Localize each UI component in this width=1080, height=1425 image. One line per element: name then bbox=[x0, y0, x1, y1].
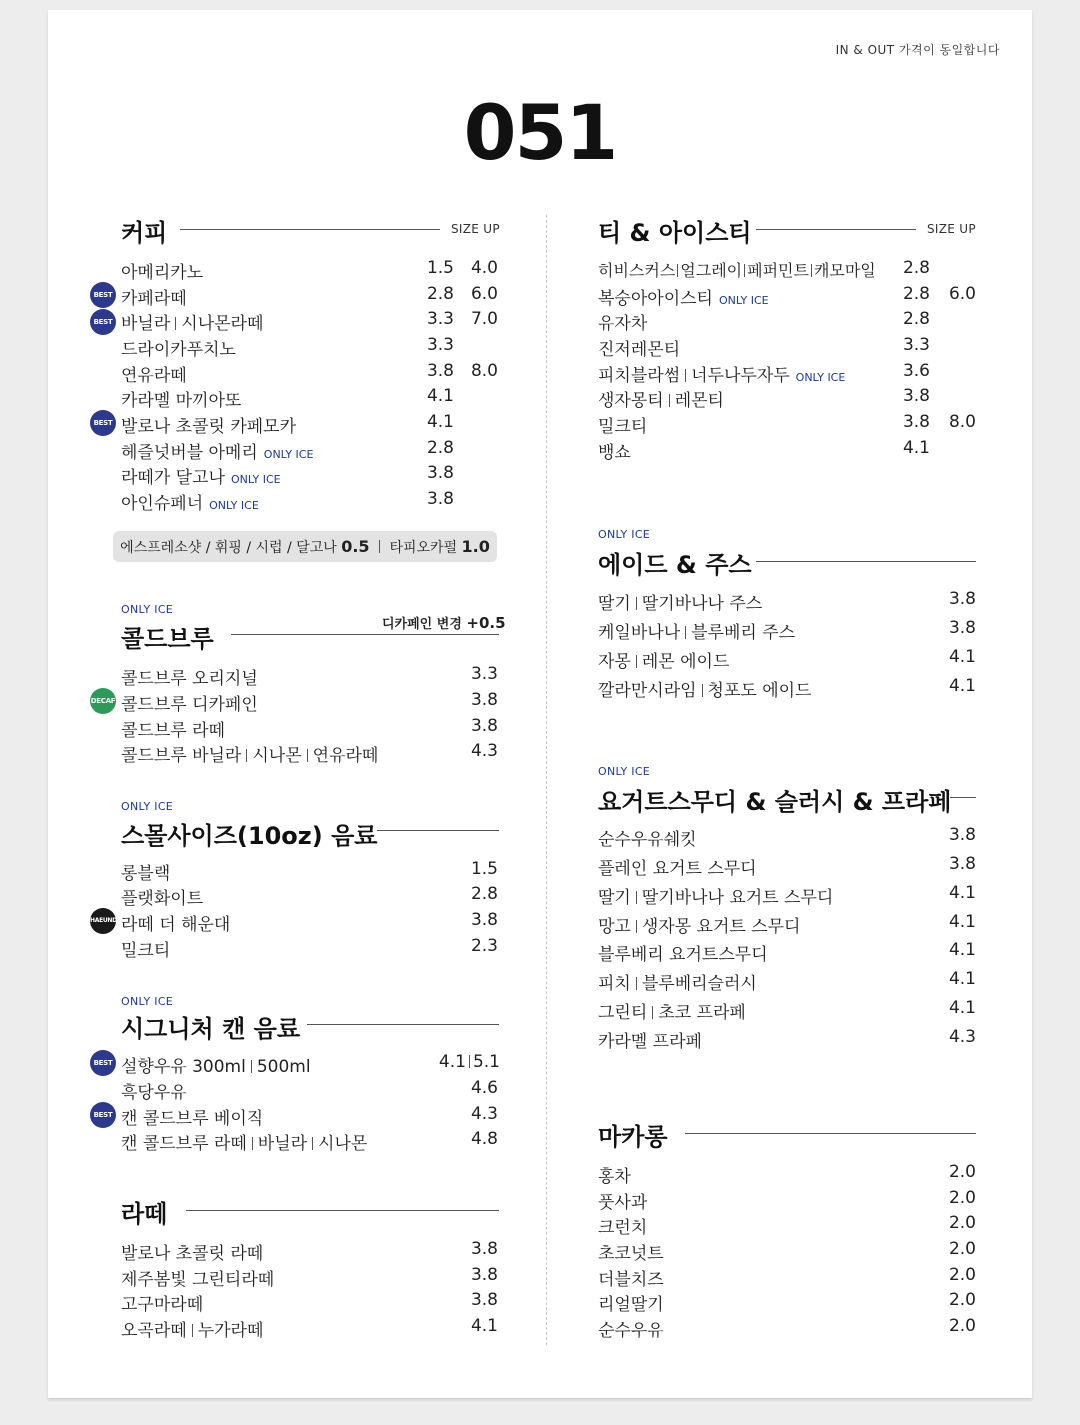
column-divider bbox=[546, 215, 547, 1345]
tea-rule bbox=[756, 229, 916, 230]
item-price: 2.8 bbox=[470, 884, 498, 904]
menu-item[interactable]: 유자차 bbox=[598, 314, 648, 334]
item-price: 2.8 bbox=[902, 284, 930, 304]
item-price: 4.3 bbox=[470, 1104, 498, 1124]
item-price: 2.3 bbox=[470, 936, 498, 956]
only-ice-label: ONLY ICE bbox=[121, 800, 174, 813]
menu-item[interactable]: 밀크티 bbox=[121, 941, 171, 961]
separator-bar bbox=[379, 540, 380, 553]
menu-item[interactable]: 순수우유 bbox=[598, 1321, 664, 1341]
item-price: 3.8 bbox=[948, 618, 976, 638]
item-price: 4.1 5.1 bbox=[438, 1052, 500, 1072]
item-size-up-price: 8.0 bbox=[470, 361, 498, 381]
menu-item[interactable]: 카페라떼 bbox=[121, 289, 187, 309]
coffee-title: 커피 bbox=[121, 219, 168, 247]
menu-item[interactable]: 히비스커스 얼그레이 페퍼민트 캐모마일 bbox=[598, 261, 876, 280]
item-price: 4.6 bbox=[470, 1078, 498, 1098]
item-price: 3.8 bbox=[470, 1290, 498, 1310]
separator-bar bbox=[252, 1137, 253, 1150]
item-price: 4.1 bbox=[948, 883, 976, 903]
item-price: 3.8 bbox=[470, 1265, 498, 1285]
item-price: 3.8 bbox=[426, 361, 454, 381]
separator-bar bbox=[636, 655, 637, 668]
item-price: 3.8 bbox=[902, 386, 930, 406]
item-price: 3.8 bbox=[470, 1239, 498, 1259]
item-price: 4.8 bbox=[470, 1129, 498, 1149]
menu-item[interactable]: 풋사과 bbox=[598, 1193, 648, 1213]
separator-bar bbox=[192, 1324, 193, 1337]
menu-item[interactable]: 드라이카푸치노 bbox=[121, 340, 236, 360]
price-notice: IN & OUT 가격이 동일합니다 bbox=[835, 43, 1000, 57]
item-price: 3.8 bbox=[426, 489, 454, 509]
menu-item[interactable]: 아메리카노 bbox=[121, 263, 204, 283]
menu-item[interactable]: 피치블라썸 너두나두자두 ONLY ICE bbox=[598, 366, 846, 386]
item-price: 2.0 bbox=[948, 1188, 976, 1208]
decaf-change-note: 디카페인 변경 +0.5 bbox=[382, 614, 506, 632]
menu-item[interactable]: 바닐라 시나몬라떼 bbox=[121, 314, 264, 334]
separator-bar bbox=[811, 264, 812, 277]
item-price: 4.1 bbox=[426, 412, 454, 432]
signature-rule bbox=[307, 1024, 499, 1025]
separator-bar bbox=[636, 920, 637, 933]
coffee-rule bbox=[180, 229, 440, 230]
menu-item[interactable]: 뱅쇼 bbox=[598, 443, 631, 463]
menu-item[interactable]: 생자몽티 레몬티 bbox=[598, 391, 724, 411]
addon-options-box: 에스프레소샷 / 휘핑 / 시럽 / 달고나 0.5 타피오카펄 1.0 bbox=[113, 531, 497, 562]
small-size-rule bbox=[377, 830, 499, 831]
haeundae-badge: HAEUNDAE bbox=[90, 908, 116, 934]
coldbrew-rule bbox=[231, 634, 499, 635]
menu-item[interactable]: 콜드브루 라떼 bbox=[121, 721, 225, 741]
item-price: 2.8 bbox=[902, 309, 930, 329]
ade-title: 에이드 & 주스 bbox=[598, 551, 752, 579]
tea-size-up-label: SIZE UP bbox=[927, 222, 976, 236]
separator-bar bbox=[636, 977, 637, 990]
item-price: 4.1 bbox=[470, 1316, 498, 1336]
item-price: 2.0 bbox=[948, 1316, 976, 1336]
item-price: 3.3 bbox=[902, 335, 930, 355]
menu-item[interactable]: 콜드브루 바닐라 시나몬 연유라떼 bbox=[121, 746, 379, 766]
item-price: 3.8 bbox=[902, 412, 930, 432]
item-price: 2.0 bbox=[948, 1162, 976, 1182]
menu-item[interactable]: 크런치 bbox=[598, 1218, 648, 1238]
best-badge: BEST bbox=[90, 282, 116, 308]
only-ice-tag: ONLY ICE bbox=[795, 371, 846, 384]
menu-item[interactable]: 고구마라떼 bbox=[121, 1295, 204, 1315]
menu-item[interactable]: 라떼가 달고나 ONLY ICE bbox=[121, 468, 281, 488]
menu-item[interactable]: 롱블랙 bbox=[121, 864, 171, 884]
only-ice-tag: ONLY ICE bbox=[230, 473, 281, 486]
item-price: 4.1 bbox=[948, 676, 976, 696]
separator-bar bbox=[469, 1055, 470, 1068]
tea-title: 티 & 아이스티 bbox=[598, 219, 752, 247]
separator-bar bbox=[685, 626, 686, 639]
item-price: 4.3 bbox=[470, 741, 498, 761]
item-price: 2.0 bbox=[948, 1239, 976, 1259]
separator-bar bbox=[307, 749, 308, 762]
latte-title: 라떼 bbox=[121, 1200, 168, 1228]
only-ice-tag: ONLY ICE bbox=[209, 499, 259, 512]
menu-item[interactable]: 블루베리 요거트스무디 bbox=[598, 945, 768, 965]
macaron-rule bbox=[685, 1133, 976, 1134]
menu-item[interactable]: 딸기 딸기바나나 요거트 스무디 bbox=[598, 888, 834, 908]
decaf-badge: DECAF bbox=[90, 688, 116, 714]
item-price: 3.8 bbox=[948, 825, 976, 845]
menu-item[interactable]: 딸기 딸기바나나 주스 bbox=[598, 594, 763, 614]
coffee-size-up-label: SIZE UP bbox=[451, 222, 500, 236]
item-price: 4.1 bbox=[948, 998, 976, 1018]
item-price: 3.3 bbox=[470, 664, 498, 684]
menu-item[interactable]: 헤즐넛버블 아메리 ONLY ICE bbox=[121, 443, 314, 463]
menu-item[interactable]: 연유라떼 bbox=[121, 366, 187, 386]
macaron-title: 마카롱 bbox=[598, 1123, 668, 1151]
item-price: 3.8 bbox=[948, 589, 976, 609]
menu-item[interactable]: 아인슈페너 ONLY ICE bbox=[121, 494, 259, 514]
menu-item[interactable]: 복숭아아이스티 ONLY ICE bbox=[598, 289, 769, 309]
separator-bar bbox=[652, 1006, 653, 1019]
separator-bar bbox=[175, 317, 176, 330]
item-price: 4.1 bbox=[948, 969, 976, 989]
item-price: 3.8 bbox=[426, 463, 454, 483]
item-price: 4.1 bbox=[948, 940, 976, 960]
separator-bar bbox=[312, 1137, 313, 1150]
item-size-up-price: 4.0 bbox=[470, 258, 498, 278]
menu-item[interactable]: 피치 블루베리슬러시 bbox=[598, 974, 757, 994]
menu-item[interactable]: 제주봄빛 그린티라떼 bbox=[121, 1270, 275, 1290]
separator-bar bbox=[636, 597, 637, 610]
separator-bar bbox=[685, 369, 686, 382]
menu-item[interactable]: 플랫화이트 bbox=[121, 889, 204, 909]
menu-item[interactable]: 진저레몬티 bbox=[598, 340, 681, 360]
menu-item[interactable]: 순수우유쉐킷 bbox=[598, 830, 697, 850]
ade-rule bbox=[756, 561, 976, 562]
item-price: 4.3 bbox=[948, 1027, 976, 1047]
separator-bar bbox=[677, 264, 678, 277]
item-price: 1.5 bbox=[470, 859, 498, 879]
signature-title: 시그니처 캔 음료 bbox=[121, 1015, 300, 1043]
menu-item[interactable]: 발로나 초콜릿 카페모카 bbox=[121, 417, 297, 437]
menu-item[interactable]: 자몽 레몬 에이드 bbox=[598, 652, 730, 672]
item-price: 3.8 bbox=[470, 910, 498, 930]
menu-page bbox=[48, 10, 1032, 1398]
only-ice-tag: ONLY ICE bbox=[718, 294, 769, 307]
item-size-up-price: 8.0 bbox=[948, 412, 976, 432]
only-ice-tag: ONLY ICE bbox=[263, 448, 314, 461]
best-badge: BEST bbox=[90, 410, 116, 436]
item-price: 3.6 bbox=[902, 361, 930, 381]
only-ice-label: ONLY ICE bbox=[598, 765, 651, 778]
item-size-up-price: 6.0 bbox=[470, 284, 498, 304]
item-price: 4.1 bbox=[902, 438, 930, 458]
menu-item[interactable]: 발로나 초콜릿 라떼 bbox=[121, 1244, 264, 1264]
item-size-up-price: 7.0 bbox=[470, 309, 498, 329]
best-badge: BEST bbox=[90, 1102, 116, 1128]
item-price: 3.8 bbox=[470, 690, 498, 710]
only-ice-label: ONLY ICE bbox=[121, 603, 174, 616]
yogurt-rule bbox=[950, 797, 976, 798]
item-price: 2.8 bbox=[426, 438, 454, 458]
menu-item[interactable]: 카라멜 마끼아또 bbox=[121, 391, 242, 411]
separator-bar bbox=[246, 749, 247, 762]
item-price: 4.1 bbox=[948, 912, 976, 932]
menu-item[interactable]: 초코넛트 bbox=[598, 1244, 664, 1264]
menu-item[interactable]: 라떼 더 해운대 bbox=[121, 915, 231, 935]
item-price: 4.1 bbox=[948, 647, 976, 667]
separator-bar bbox=[702, 684, 703, 697]
menu-item[interactable]: 깔라만시라임 청포도 에이드 bbox=[598, 681, 812, 701]
menu-item[interactable]: 더블치즈 bbox=[598, 1270, 664, 1290]
only-ice-label: ONLY ICE bbox=[121, 995, 174, 1008]
menu-item[interactable]: 플레인 요거트 스무디 bbox=[598, 859, 757, 879]
separator-bar bbox=[251, 1060, 252, 1073]
item-price: 2.0 bbox=[948, 1265, 976, 1285]
item-price: 3.3 bbox=[426, 309, 454, 329]
separator-bar bbox=[744, 264, 745, 277]
menu-item[interactable]: 콜드브루 디카페인 bbox=[121, 695, 258, 715]
menu-item[interactable]: 리얼딸기 bbox=[598, 1295, 664, 1315]
small-size-title: 스몰사이즈(10oz) 음료 bbox=[121, 822, 378, 850]
item-price: 2.8 bbox=[902, 258, 930, 278]
separator-bar bbox=[669, 394, 670, 407]
menu-item[interactable]: 카라멜 프라페 bbox=[598, 1032, 702, 1052]
best-badge: BEST bbox=[90, 309, 116, 335]
menu-item[interactable]: 캔 콜드브루 베이직 bbox=[121, 1109, 264, 1129]
item-price: 1.5 bbox=[426, 258, 454, 278]
item-price: 3.3 bbox=[426, 335, 454, 355]
item-price: 4.1 bbox=[426, 386, 454, 406]
yogurt-title: 요거트스무디 & 슬러시 & 프라페 bbox=[598, 788, 952, 816]
menu-item[interactable]: 설향우유 300ml 500ml bbox=[121, 1057, 311, 1077]
latte-rule bbox=[186, 1210, 499, 1211]
item-price: 3.8 bbox=[948, 854, 976, 874]
menu-item[interactable]: 망고 생자몽 요거트 스무디 bbox=[598, 917, 801, 937]
menu-item[interactable]: 그린티 초코 프라페 bbox=[598, 1003, 746, 1023]
best-badge: BEST bbox=[90, 1050, 116, 1076]
item-price: 3.8 bbox=[470, 716, 498, 736]
item-price: 2.8 bbox=[426, 284, 454, 304]
menu-item[interactable]: 밀크티 bbox=[598, 417, 648, 437]
separator-bar bbox=[636, 891, 637, 904]
item-price: 2.0 bbox=[948, 1290, 976, 1310]
item-price: 2.0 bbox=[948, 1213, 976, 1233]
coldbrew-title: 콜드브루 bbox=[121, 625, 214, 653]
item-size-up-price: 6.0 bbox=[948, 284, 976, 304]
menu-item[interactable]: 흑당우유 bbox=[121, 1083, 187, 1103]
menu-item[interactable]: 캔 콜드브루 라떼 바닐라 시나몬 bbox=[121, 1134, 368, 1154]
only-ice-label: ONLY ICE bbox=[598, 528, 651, 541]
menu-item[interactable]: 콜드브루 오리지널 bbox=[121, 669, 258, 689]
menu-item[interactable]: 케일바나나 블루베리 주스 bbox=[598, 623, 796, 643]
brand-logo: 051 bbox=[463, 88, 617, 177]
menu-item[interactable]: 홍차 bbox=[598, 1167, 631, 1187]
menu-item[interactable]: 오곡라떼 누가라떼 bbox=[121, 1321, 264, 1341]
